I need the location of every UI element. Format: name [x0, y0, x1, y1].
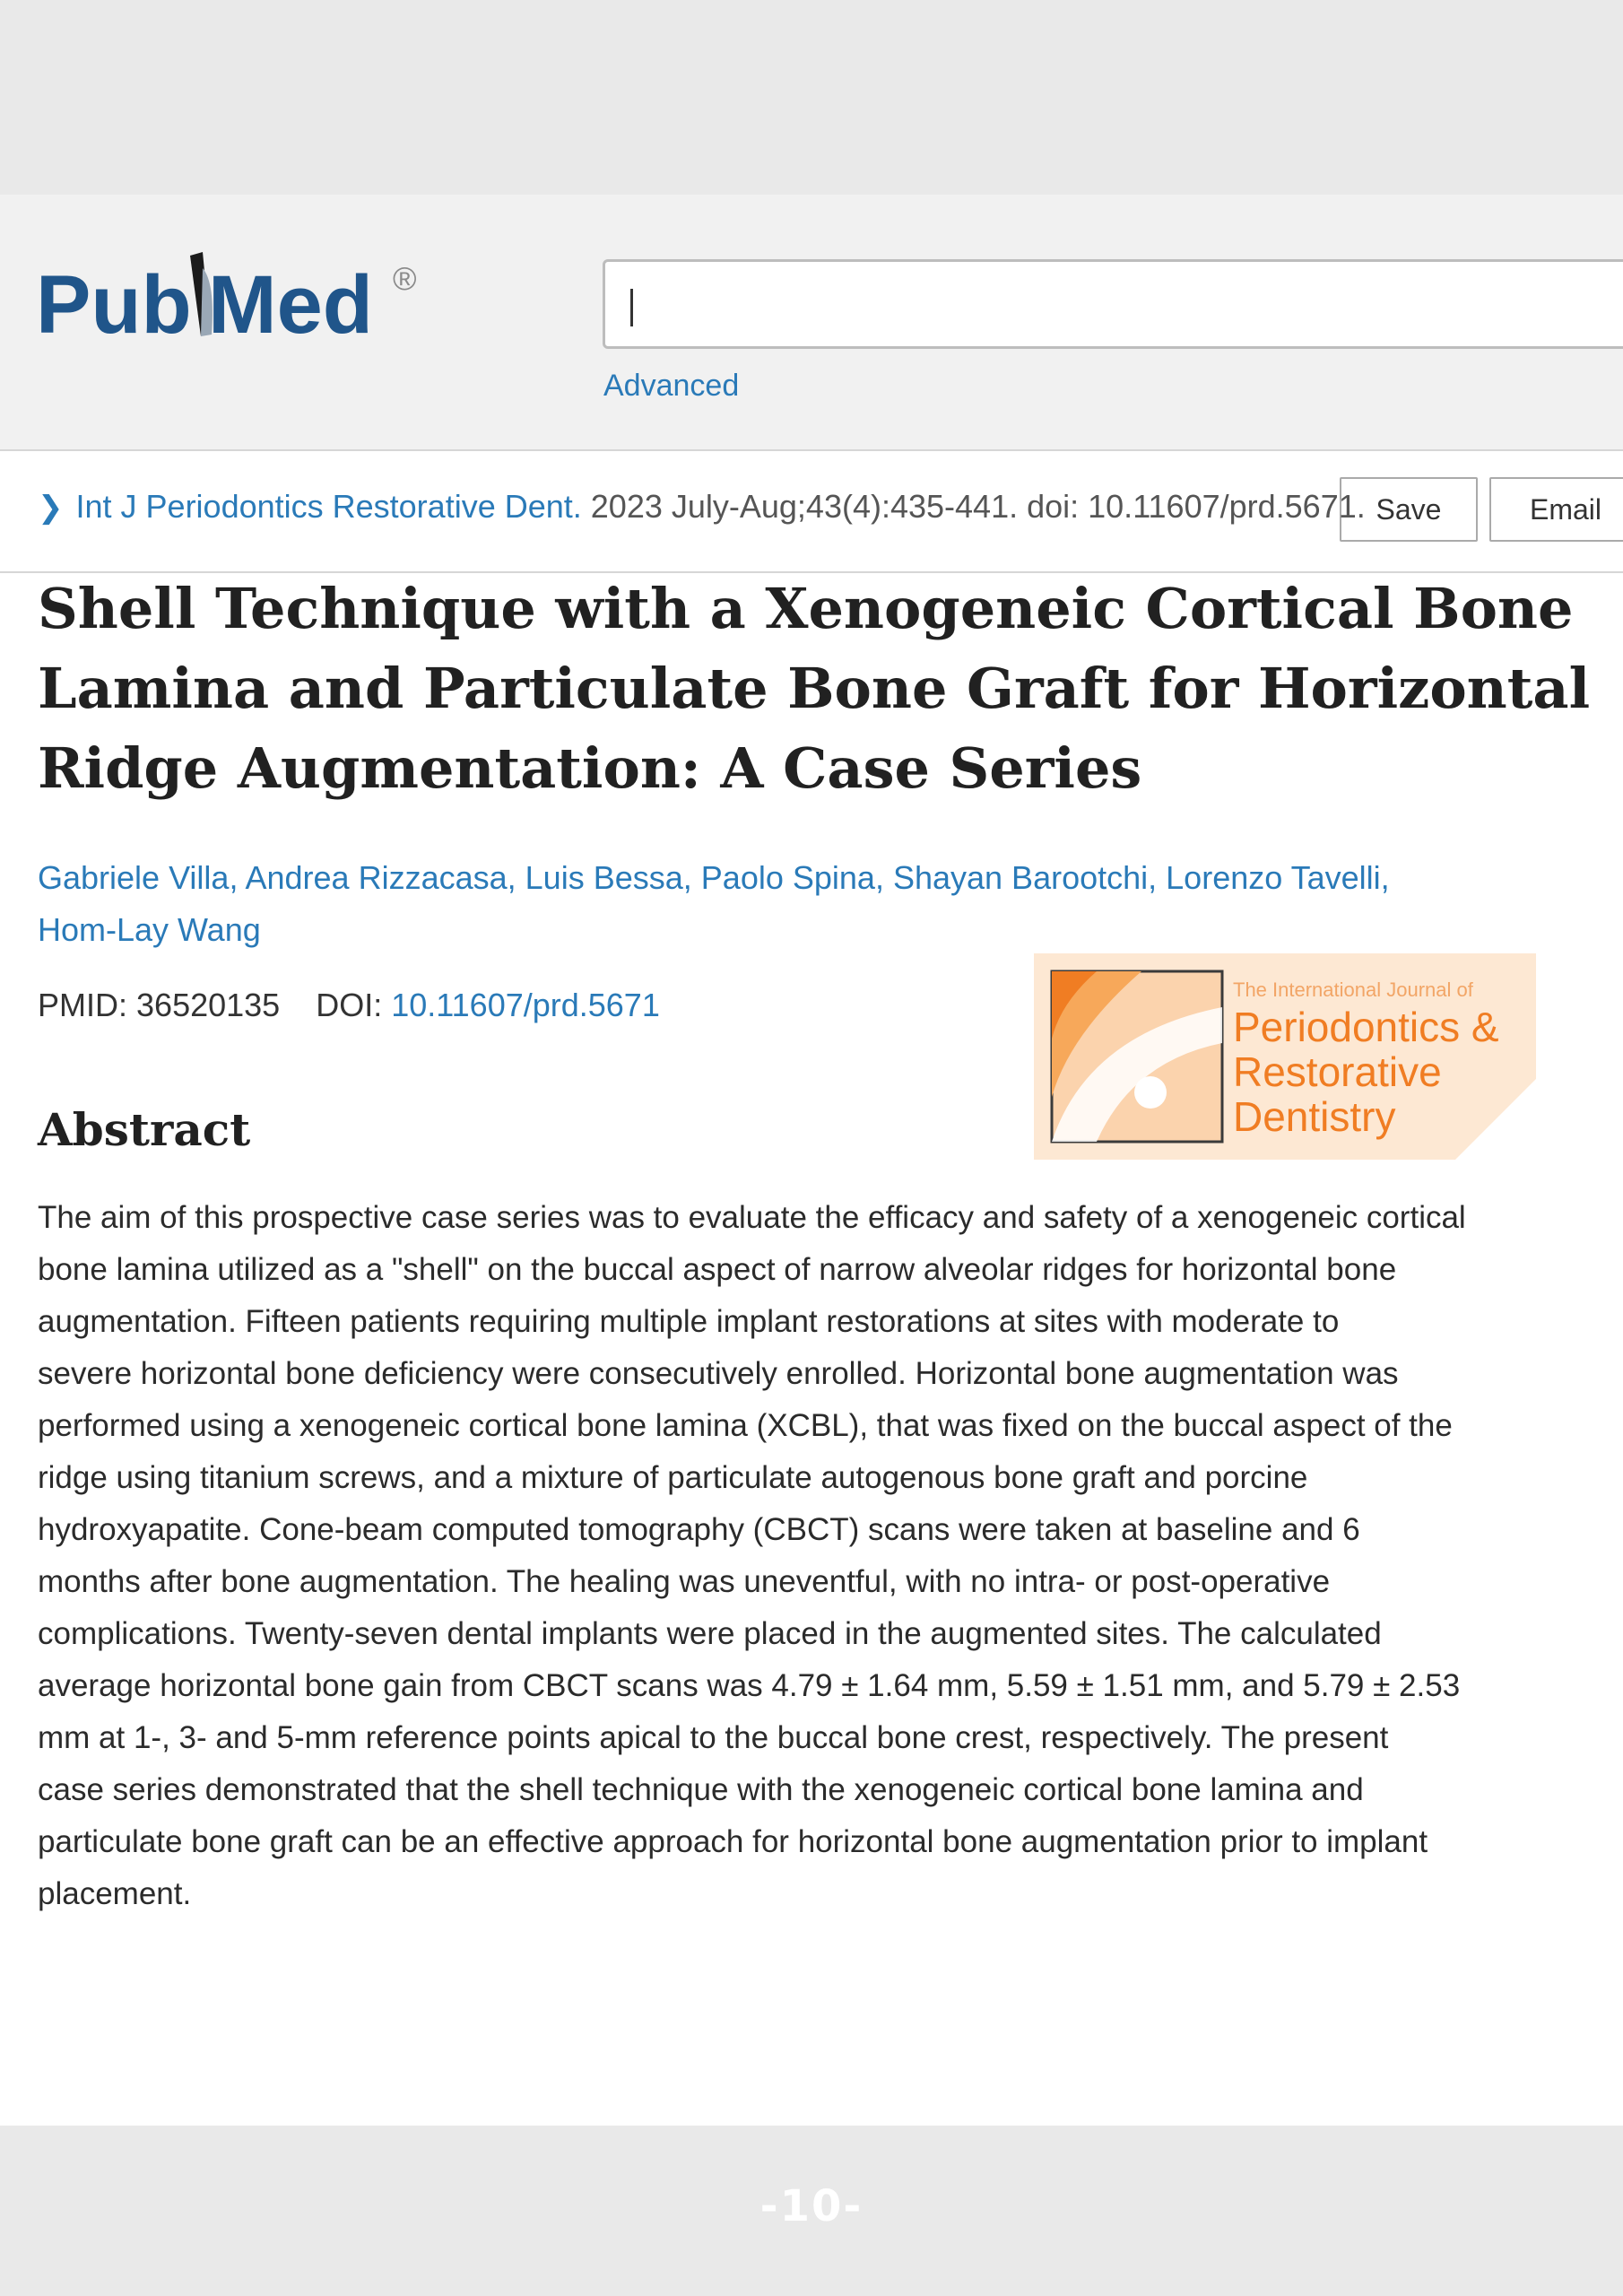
abstract-line: severe horizontal bone deficiency were consecutively enrolled. Horizontal bone augmentation was — [38, 1356, 1399, 1391]
page-number: -10- — [759, 2181, 864, 2231]
author-link[interactable]: Gabriele Villa — [38, 859, 230, 896]
abstract-line: ridge using titanium screws, and a mixture of particulate autogenous bone graft and porcine — [38, 1460, 1308, 1495]
title-line: Shell Technique with a Xenogeneic Cortical Bone — [38, 576, 1574, 641]
author-link[interactable]: Lorenzo Tavelli — [1166, 859, 1381, 896]
advanced-search-link[interactable]: Advanced — [603, 369, 740, 403]
abstract-line: average horizontal bone gain from CBCT scans was 4.79 ± 1.64 mm, 5.59 ± 1.51 mm, and 5.79 ± 2.53 — [38, 1668, 1461, 1703]
email-button[interactable]: Email — [1489, 477, 1623, 542]
svg-text:The International Journal of: The International Journal of — [1233, 978, 1473, 1001]
abstract-line: bone lamina utilized as a "shell" on the buccal aspect of narrow alveolar ridges for horizontal bone — [38, 1252, 1397, 1287]
site-header — [0, 195, 1623, 451]
author-link[interactable]: Andrea Rizzacasa — [245, 859, 508, 896]
abstract-line: hydroxyapatite. Cone-beam computed tomography (CBCT) scans were taken at baseline and 6 — [38, 1512, 1360, 1547]
search-input[interactable] — [603, 259, 1623, 349]
svg-text:®: ® — [393, 260, 417, 297]
article-identifiers — [38, 987, 660, 1024]
title-line: Ridge Augmentation: A Case Series — [38, 735, 1142, 801]
svg-text:Pub: Pub — [36, 259, 192, 351]
title-line: Lamina and Particulate Bone Graft for Horizontal — [38, 656, 1591, 721]
chevron-right-icon[interactable]: ❯ — [38, 491, 64, 525]
citation-details: 2023 July-Aug;43(4):435-441. doi: 10.11607/prd.5671. — [590, 488, 1366, 525]
author-link[interactable]: Hom-Lay Wang — [38, 911, 261, 948]
abstract-line: complications. Twenty-seven dental implants were placed in the augmented sites. The calculated — [38, 1616, 1382, 1651]
author-link[interactable]: Paolo Spina — [700, 859, 875, 896]
journal-link[interactable]: Int J Periodontics Restorative Dent. — [75, 488, 582, 525]
author-list: Gabriele Villa, Andrea Rizzacasa, Luis Bessa, Paolo Spina, Shayan Barootchi, Lorenzo Tavelli, Hom-Lay Wang — [38, 859, 1390, 948]
abstract-line: particulate bone graft can be an effective approach for horizontal bone augmentation prior to implant — [38, 1824, 1428, 1859]
article-title — [38, 569, 1591, 808]
author-link[interactable]: Shayan Barootchi — [892, 859, 1149, 896]
author-link[interactable]: Luis Bessa — [525, 859, 683, 896]
journal-logo[interactable] — [1034, 953, 1536, 1160]
svg-text:Periodontics &: Periodontics & — [1233, 1004, 1499, 1050]
pubmed-logo[interactable] — [36, 247, 448, 354]
pmid-label: PMID: — [38, 987, 128, 1023]
citation-line — [38, 488, 1366, 526]
text-caret — [630, 289, 633, 326]
doi-label: DOI: — [316, 987, 383, 1023]
save-button[interactable]: Save — [1340, 477, 1478, 542]
svg-text:Med: Med — [208, 259, 373, 351]
abstract-line: case series demonstrated that the shell technique with the xenogeneic cortical bone lamina and — [38, 1772, 1364, 1807]
abstract-line: The aim of this prospective case series was to evaluate the efficacy and safety of a xenogeneic cortical — [38, 1200, 1466, 1235]
abstract-text — [38, 1192, 1598, 1920]
abstract-line: months after bone augmentation. The healing was uneventful, with no intra- or post-operative — [38, 1564, 1331, 1599]
abstract-heading: Abstract — [38, 1103, 251, 1156]
svg-text:Dentistry: Dentistry — [1233, 1093, 1396, 1140]
abstract-line: mm at 1-, 3- and 5-mm reference points apical to the buccal bone crest, respectively. The present — [38, 1720, 1389, 1755]
abstract-line: augmentation. Fifteen patients requiring multiple implant restorations at sites with moderate to — [38, 1304, 1340, 1339]
abstract-line: performed using a xenogeneic cortical bone lamina (XCBL), that was fixed on the buccal aspect of the — [38, 1408, 1453, 1443]
doi-link[interactable]: 10.11607/prd.5671 — [391, 987, 660, 1023]
svg-text:Restorative: Restorative — [1233, 1048, 1442, 1095]
abstract-line: placement. — [38, 1876, 192, 1911]
pmid-value: 36520135 — [136, 987, 281, 1023]
